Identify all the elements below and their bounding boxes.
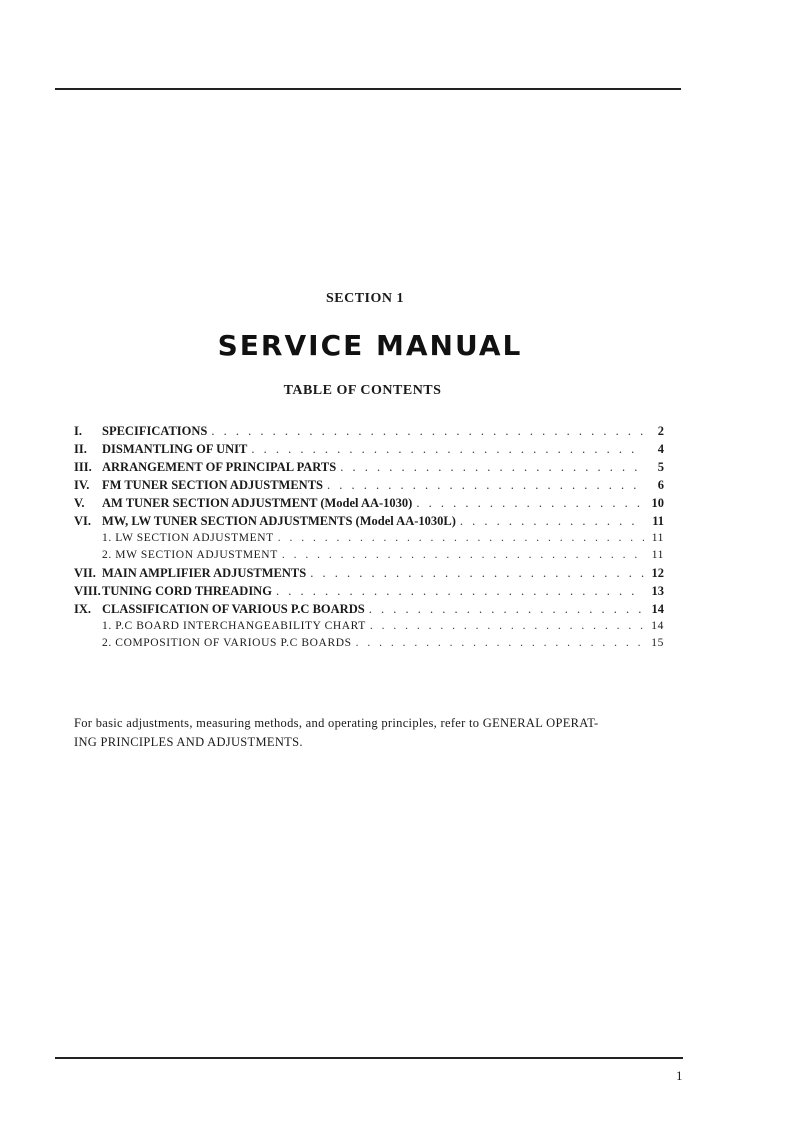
dot-leader	[278, 532, 644, 544]
toc-entry-title: AM TUNER SECTION ADJUSTMENT (Model AA-1030)	[102, 496, 413, 510]
toc-entry-title: ARRANGEMENT OF PRINCIPAL PARTS	[102, 460, 337, 474]
toc-entry-title: DISMANTLING OF UNIT	[102, 442, 248, 456]
toc-entry-page: 13	[651, 584, 664, 598]
toc-entry-number: IV.	[74, 478, 90, 492]
toc-entry	[74, 460, 664, 478]
toc-entry-page: 2	[657, 424, 664, 438]
dot-leader	[251, 442, 644, 457]
toc-entry	[74, 424, 664, 442]
toc-entry-number: VIII.	[74, 584, 101, 598]
toc-entry-page: 11	[651, 549, 664, 561]
top-rule	[55, 88, 681, 90]
reference-note-line: For basic adjustments, measuring methods, and operating principles, refer to GENERAL OPERAT-	[74, 716, 599, 730]
toc-entry	[74, 602, 664, 620]
reference-note	[74, 714, 634, 752]
toc-entry-number: II.	[74, 442, 87, 456]
toc-entry-number: VI.	[74, 514, 92, 528]
dot-leader	[340, 460, 644, 475]
dot-leader	[416, 496, 644, 511]
toc-entry-page: 5	[657, 460, 664, 474]
toc-entry-page: 12	[651, 566, 664, 580]
toc-subentry	[74, 532, 664, 549]
dot-leader	[370, 620, 644, 632]
toc-entry-title: 1. P.C BOARD INTERCHANGEABILITY CHART	[102, 620, 366, 632]
toc-entry-page: 11	[651, 532, 664, 544]
toc-entry-title: SPECIFICATIONS	[102, 424, 208, 438]
toc-entry	[74, 514, 664, 532]
dot-leader	[282, 549, 644, 561]
dot-leader	[211, 424, 644, 439]
toc-entry-number: III.	[74, 460, 92, 474]
dot-leader	[276, 584, 644, 599]
dot-leader	[460, 514, 644, 529]
toc-entry-number: I.	[74, 424, 82, 438]
toc-entry	[74, 478, 664, 496]
toc-entry-title: 2. MW SECTION ADJUSTMENT	[102, 549, 278, 561]
dot-leader	[369, 602, 644, 617]
reference-note-line: ING PRINCIPLES AND ADJUSTMENTS.	[74, 735, 303, 749]
toc-entry-title: TUNING CORD THREADING	[102, 584, 272, 598]
dot-leader	[356, 637, 644, 649]
page-title: SERVICE MANUAL	[217, 329, 523, 362]
toc-entry-title: 2. COMPOSITION OF VARIOUS P.C BOARDS	[102, 637, 352, 649]
toc-entry-page: 15	[651, 637, 664, 649]
toc-entry	[74, 566, 664, 584]
toc-entry-page: 14	[651, 620, 664, 632]
toc-entry	[74, 442, 664, 460]
toc-entry-page: 10	[651, 496, 664, 510]
toc-entry-number: VII.	[74, 566, 96, 580]
toc-entry-title: 1. LW SECTION ADJUSTMENT	[102, 532, 274, 544]
table-of-contents	[74, 424, 664, 654]
section-label: SECTION 1	[325, 291, 405, 306]
toc-entry-title: CLASSIFICATION OF VARIOUS P.C BOARDS	[102, 602, 365, 616]
toc-entry	[74, 584, 664, 602]
toc-subentry	[74, 549, 664, 566]
toc-entry-page: 11	[652, 514, 664, 528]
dot-leader	[310, 566, 644, 581]
toc-entry-title: MAIN AMPLIFIER ADJUSTMENTS	[102, 566, 307, 580]
toc-entry-title: FM TUNER SECTION ADJUSTMENTS	[102, 478, 323, 492]
toc-entry-number: IX.	[74, 602, 92, 616]
toc-subentry	[74, 637, 664, 654]
page-number: 1	[676, 1068, 683, 1083]
toc-entry	[74, 496, 664, 514]
bottom-rule	[55, 1057, 683, 1059]
toc-entry-page: 4	[657, 442, 664, 456]
toc-entry-title: MW, LW TUNER SECTION ADJUSTMENTS (Model AA-1030L)	[102, 514, 456, 528]
dot-leader	[327, 478, 644, 493]
toc-entry-number: V.	[74, 496, 85, 510]
toc-entry-page: 6	[657, 478, 664, 492]
toc-subentry	[74, 620, 664, 637]
toc-heading: TABLE OF CONTENTS	[283, 383, 442, 398]
toc-entry-page: 14	[651, 602, 664, 616]
